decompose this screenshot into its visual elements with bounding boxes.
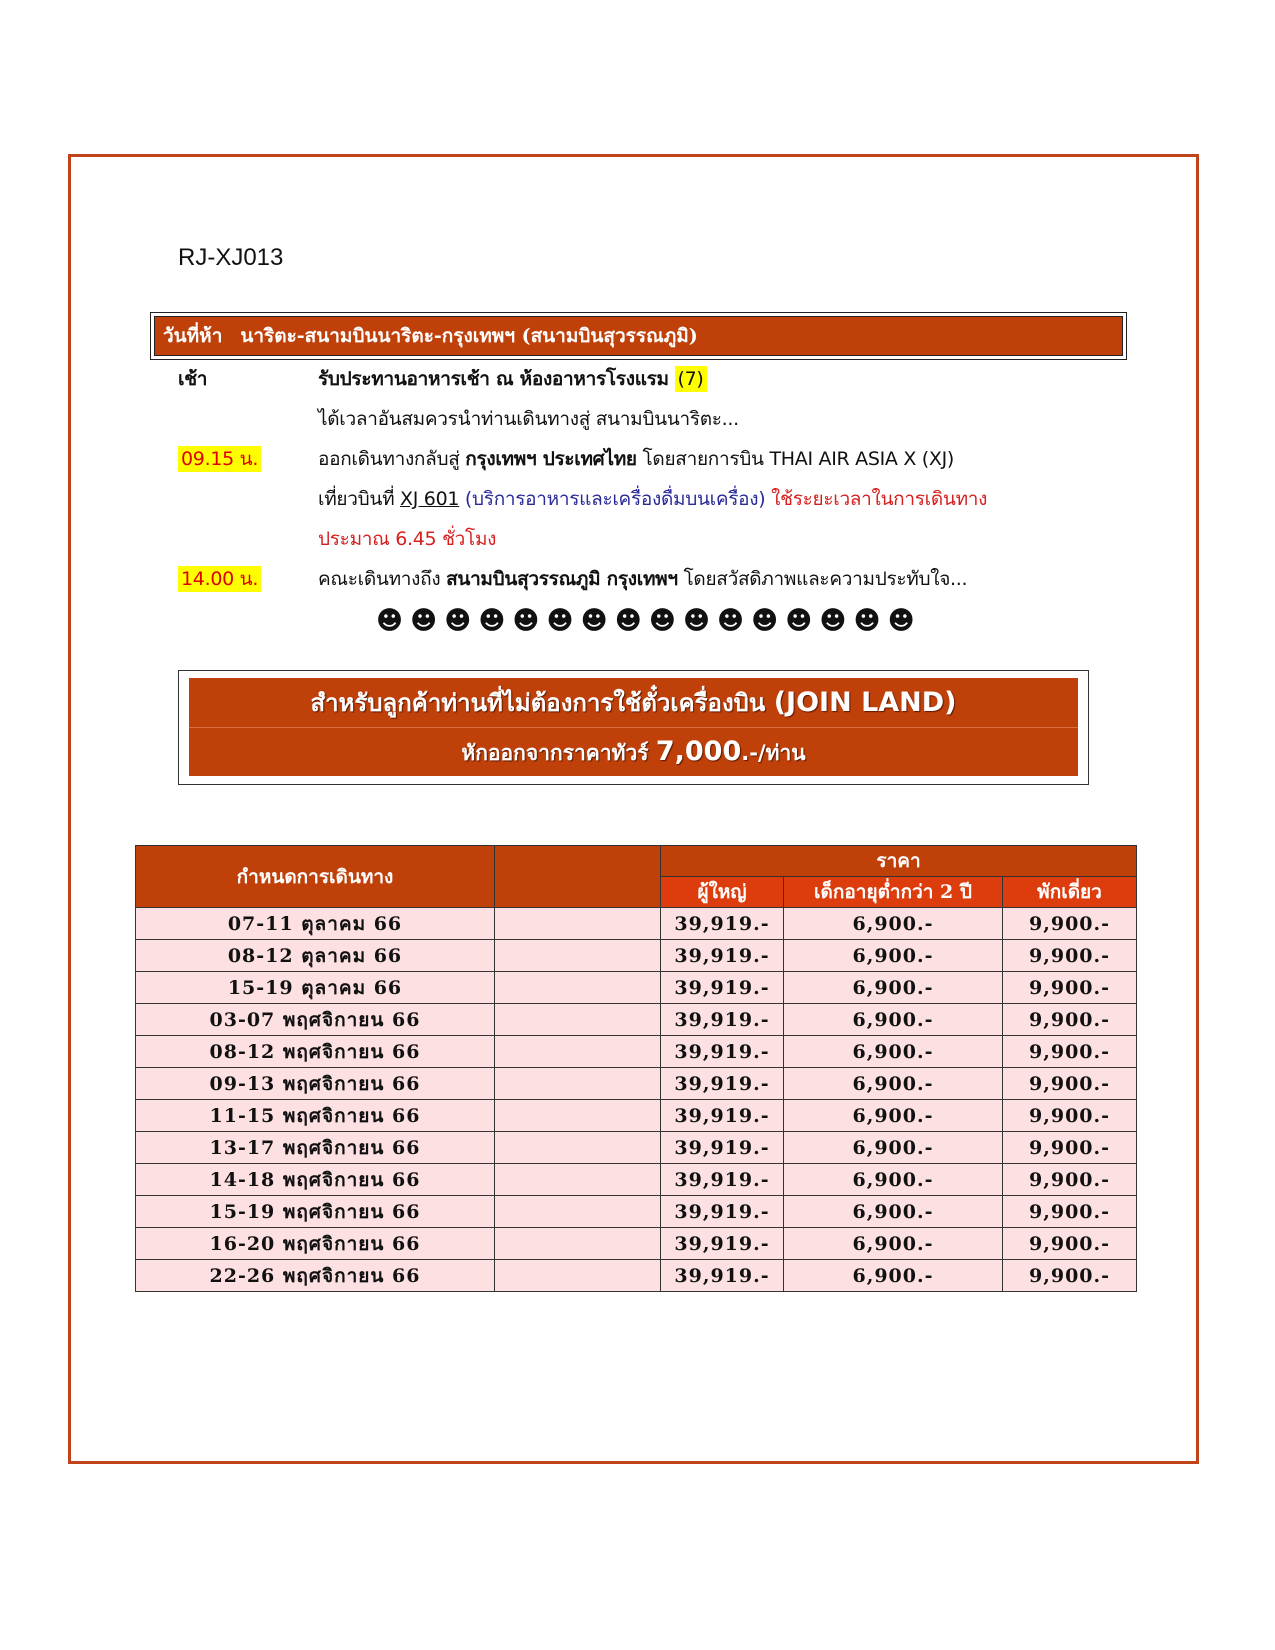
day-route: นาริตะ-สนามบินนาริตะ-กรุงเทพฯ (สนามบินสุวรรณภูมิ)	[240, 325, 698, 347]
price-table-body	[136, 908, 1137, 1292]
cell-child-price: 6,900.-	[784, 1132, 1003, 1164]
join-land-amount: 7,000	[655, 736, 742, 767]
cell-dates: 08-12 ตุลาคม 66	[136, 940, 495, 972]
day-header	[150, 312, 1127, 360]
cell-extra	[495, 972, 661, 1004]
morning-line	[318, 364, 707, 394]
depart-airline: โดยสายการบิน THAI AIR ASIA X (XJ)	[642, 448, 955, 470]
cell-adult-price: 39,919.-	[661, 1100, 784, 1132]
cell-single-supplement: 9,900.-	[1003, 1228, 1137, 1260]
cell-dates: 11-15 พฤศจิกายน 66	[136, 1100, 495, 1132]
morning-text-2: ได้เวลาอันสมควรนำท่านเดินทางสู่ สนามบินนาริตะ...	[318, 408, 739, 430]
table-row	[136, 1100, 1137, 1132]
join-land-tag: (JOIN LAND)	[773, 687, 957, 718]
arrive-destination: สนามบินสุวรรณภูมิ กรุงเทพฯ	[446, 568, 678, 590]
table-row	[136, 1260, 1137, 1292]
cell-dates: 14-18 พฤศจิกายน 66	[136, 1164, 495, 1196]
table-row	[136, 1228, 1137, 1260]
cell-dates: 15-19 ตุลาคม 66	[136, 972, 495, 1004]
cell-extra	[495, 1036, 661, 1068]
cell-extra	[495, 1260, 661, 1292]
cell-child-price: 6,900.-	[784, 908, 1003, 940]
cell-dates: 13-17 พฤศจิกายน 66	[136, 1132, 495, 1164]
table-row	[136, 972, 1137, 1004]
join-land-box	[178, 670, 1089, 785]
table-row	[136, 1036, 1137, 1068]
cell-extra	[495, 908, 661, 940]
cell-adult-price: 39,919.-	[661, 1036, 784, 1068]
cell-extra	[495, 1068, 661, 1100]
flight-number: XJ 601	[400, 488, 460, 510]
cell-single-supplement: 9,900.-	[1003, 1068, 1137, 1100]
header-empty	[495, 846, 661, 908]
cell-extra	[495, 1004, 661, 1036]
cell-single-supplement: 9,900.-	[1003, 1036, 1137, 1068]
arrive-post: โดยสวัสดิภาพและความประทับใจ...	[683, 568, 968, 590]
cell-extra	[495, 1228, 661, 1260]
cell-single-supplement: 9,900.-	[1003, 972, 1137, 1004]
cell-single-supplement: 9,900.-	[1003, 1100, 1137, 1132]
time-morning: เช้า	[178, 368, 208, 390]
flight-duration-label: ใช้ระยะเวลาในการเดินทาง	[771, 488, 988, 510]
table-row	[136, 908, 1137, 940]
flight-line	[318, 484, 987, 514]
table-row	[136, 1004, 1137, 1036]
smiley-divider: ☻☻☻☻☻☻☻☻☻☻☻☻☻☻☻☻	[376, 606, 922, 636]
depart-destination: กรุงเทพฯ ประเทศไทย	[465, 448, 637, 470]
arrive-pre: คณะเดินทางถึง	[318, 568, 441, 590]
cell-adult-price: 39,919.-	[661, 1228, 784, 1260]
time-depart: 09.15 น.	[178, 446, 261, 472]
header-dates: กำหนดการเดินทาง	[136, 846, 495, 908]
meal-number-badge: (7)	[675, 366, 707, 392]
cell-dates: 16-20 พฤศจิกายน 66	[136, 1228, 495, 1260]
cell-child-price: 6,900.-	[784, 1260, 1003, 1292]
table-row	[136, 1068, 1137, 1100]
cell-extra	[495, 1132, 661, 1164]
header-single: พักเดี่ยว	[1003, 877, 1137, 908]
cell-child-price: 6,900.-	[784, 1068, 1003, 1100]
cell-single-supplement: 9,900.-	[1003, 1004, 1137, 1036]
cell-child-price: 6,900.-	[784, 940, 1003, 972]
cell-dates: 07-11 ตุลาคม 66	[136, 908, 495, 940]
day-label: วันที่ห้า	[163, 325, 223, 347]
table-row	[136, 1132, 1137, 1164]
cell-extra	[495, 1164, 661, 1196]
cell-adult-price: 39,919.-	[661, 1260, 784, 1292]
flight-pre: เที่ยวบินที่	[318, 488, 395, 510]
cell-adult-price: 39,919.-	[661, 1004, 784, 1036]
cell-dates: 09-13 พฤศจิกายน 66	[136, 1068, 495, 1100]
join-land-line-1	[189, 678, 1078, 728]
cell-adult-price: 39,919.-	[661, 1132, 784, 1164]
join-land-deduct-label: หักออกจากราคาทัวร์	[461, 741, 649, 765]
cell-adult-price: 39,919.-	[661, 1164, 784, 1196]
cell-adult-price: 39,919.-	[661, 1196, 784, 1228]
cell-extra	[495, 1100, 661, 1132]
price-table	[135, 845, 1137, 1292]
cell-single-supplement: 9,900.-	[1003, 1196, 1137, 1228]
arrive-line	[318, 564, 967, 594]
cell-child-price: 6,900.-	[784, 1036, 1003, 1068]
cell-child-price: 6,900.-	[784, 1004, 1003, 1036]
cell-extra	[495, 1196, 661, 1228]
cell-adult-price: 39,919.-	[661, 940, 784, 972]
cell-child-price: 6,900.-	[784, 972, 1003, 1004]
cell-extra	[495, 940, 661, 972]
cell-single-supplement: 9,900.-	[1003, 1132, 1137, 1164]
cell-child-price: 6,900.-	[784, 1196, 1003, 1228]
cell-dates: 15-19 พฤศจิกายน 66	[136, 1196, 495, 1228]
day-header-bar	[154, 316, 1123, 356]
header-child: เด็กอายุต่ำกว่า 2 ปี	[784, 877, 1003, 908]
time-depart-line	[178, 444, 261, 474]
header-price-group: ราคา	[661, 846, 1137, 877]
join-land-text: สำหรับลูกค้าท่านที่ไม่ต้องการใช้ตั๋วเครื่องบิน	[310, 689, 766, 717]
morning-text: รับประทานอาหารเช้า ณ ห้องอาหารโรงแรม	[318, 368, 669, 390]
table-row	[136, 1196, 1137, 1228]
join-land-line-2	[189, 728, 1078, 776]
cell-single-supplement: 9,900.-	[1003, 1260, 1137, 1292]
cell-adult-price: 39,919.-	[661, 972, 784, 1004]
join-land-unit: .-/ท่าน	[741, 741, 806, 765]
flight-service: (บริการอาหารและเครื่องดื่มบนเครื่อง)	[464, 488, 766, 510]
cell-child-price: 6,900.-	[784, 1100, 1003, 1132]
cell-child-price: 6,900.-	[784, 1228, 1003, 1260]
cell-dates: 08-12 พฤศจิกายน 66	[136, 1036, 495, 1068]
cell-adult-price: 39,919.-	[661, 908, 784, 940]
depart-line	[318, 444, 954, 474]
cell-child-price: 6,900.-	[784, 1164, 1003, 1196]
cell-single-supplement: 9,900.-	[1003, 940, 1137, 972]
tour-code: RJ-XJ013	[178, 244, 284, 271]
cell-adult-price: 39,919.-	[661, 1068, 784, 1100]
depart-pre: ออกเดินทางกลับสู่	[318, 448, 460, 470]
cell-single-supplement: 9,900.-	[1003, 1164, 1137, 1196]
table-row	[136, 940, 1137, 972]
time-arrive: 14.00 น.	[178, 566, 261, 592]
time-arrive-line	[178, 564, 261, 594]
cell-single-supplement: 9,900.-	[1003, 908, 1137, 940]
table-row	[136, 1164, 1137, 1196]
cell-dates: 22-26 พฤศจิกายน 66	[136, 1260, 495, 1292]
header-adult: ผู้ใหญ่	[661, 877, 784, 908]
cell-dates: 03-07 พฤศจิกายน 66	[136, 1004, 495, 1036]
flight-duration: ประมาณ 6.45 ชั่วโมง	[318, 528, 497, 550]
